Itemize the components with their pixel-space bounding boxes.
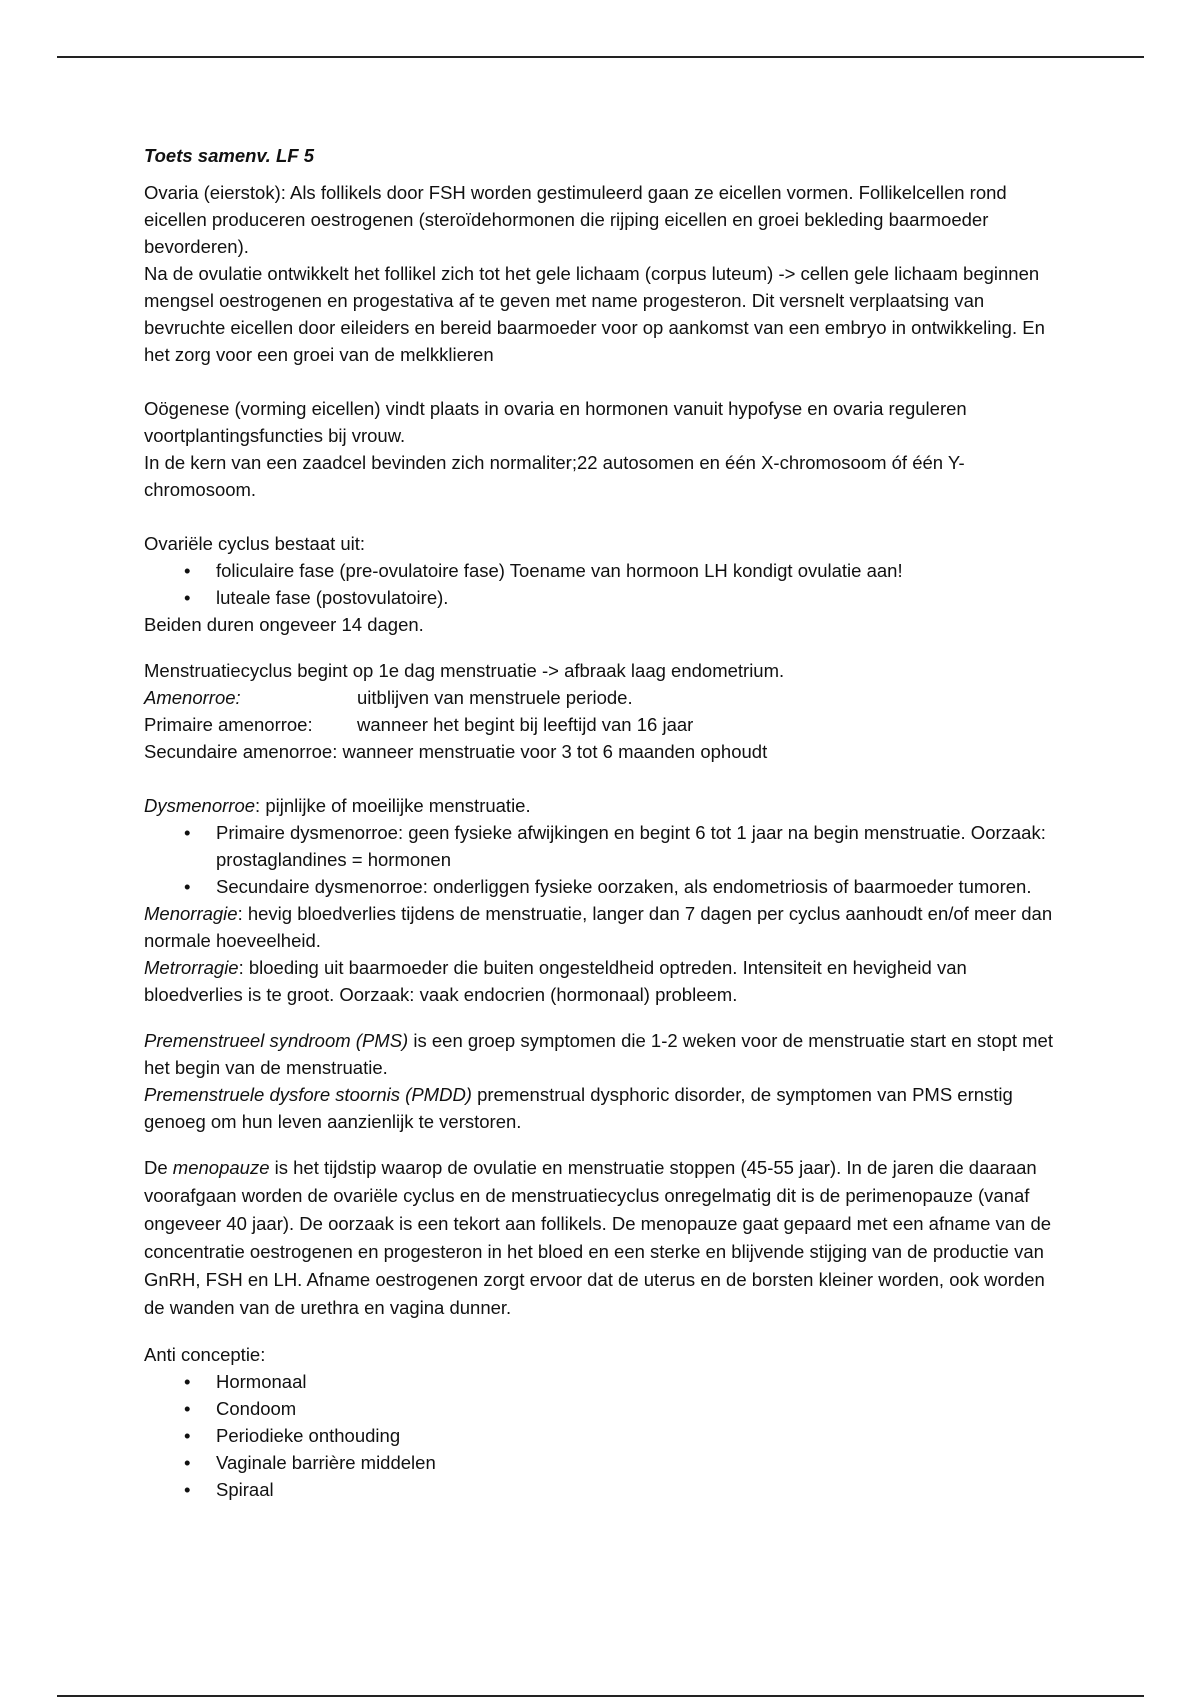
dysmenorroe-definition: : pijnlijke of moeilijke menstruatie. <box>255 795 531 816</box>
dysmenorroe-term: Dysmenorroe <box>144 795 256 816</box>
metrorragie-definition: : bloeding uit baarmoeder die buiten ongesteldheid optreden. Intensiteit en hevigheid van bloedverlies is te groot. Oorzaak: vaak endocrien (hormonaal) probleem. <box>144 957 967 1005</box>
list-item: • luteale fase (postovulatoire). <box>144 584 1064 611</box>
header-rule <box>57 56 1144 58</box>
oogenese-paragraph: Oögenese (vorming eicellen) vindt plaats in ovaria en hormonen vanuit hypofyse en ovaria reguleren voortplantingsfuncties bij vrouw. <box>144 398 967 446</box>
pms-line <box>144 1027 1064 1081</box>
footer-rule <box>57 1695 1144 1697</box>
pmdd-definition: premenstrual dysphoric disorder, de symptomen van PMS ernstig genoeg om hun leven aanzienlijk te verstoren. <box>144 1084 1013 1132</box>
menorragie-line <box>144 900 1064 954</box>
list-item: • Primaire dysmenorroe: geen fysieke afwijkingen en begint 6 tot 1 jaar na begin menstruatie. Oorzaak: prostaglandines = hormonen <box>144 819 1064 873</box>
amenorroe-term: Amenorroe: <box>144 687 241 708</box>
list-item: • Vaginale barrière middelen <box>144 1449 1064 1476</box>
anticonceptie-list <box>144 1368 1064 1503</box>
cyclus-intro: Ovariële cyclus bestaat uit: <box>144 533 366 554</box>
list-item: • Spiraal <box>144 1476 1064 1503</box>
list-item: • Hormonaal <box>144 1368 1064 1395</box>
cyclus-outro: Beiden duren ongeveer 14 dagen. <box>144 614 424 635</box>
metrorragie-term: Metrorragie <box>144 957 239 978</box>
corpus-luteum-paragraph: Na de ovulatie ontwikkelt het follikel zich tot het gele lichaam (corpus luteum) -> cellen gele lichaam beginnen mengsel oestrogenen en progestativa af te geven met name progesteron. Dit versnelt verplaatsing van bevruchte eicellen door eileiders en bereid baarmoeder voor op aankomst van een embryo in ontwikkeling. En het zorg voor een groei van de melkklieren <box>144 263 1045 365</box>
dysmenorroe-line <box>144 792 1064 819</box>
pmdd-term: Premenstruele dysfore stoornis (PMDD) <box>144 1084 472 1105</box>
pmdd-line <box>144 1081 1064 1135</box>
list-item: • Secundaire dysmenorroe: onderliggen fysieke oorzaken, als endometriosis of baarmoeder tumoren. <box>144 873 1064 900</box>
cyclus-list <box>144 557 1064 611</box>
dysmenorroe-list <box>144 819 1064 900</box>
document-body <box>144 142 1064 1503</box>
primaire-amenorroe-definition: wanneer het begint bij leeftijd van 16 jaar <box>357 714 694 735</box>
list-item: • Condoom <box>144 1395 1064 1422</box>
menopauze-pre: De <box>144 1157 173 1178</box>
pms-term: Premenstrueel syndroom (PMS) <box>144 1030 409 1051</box>
menorragie-term: Menorragie <box>144 903 238 924</box>
primaire-amenorroe-term: Primaire amenorroe: <box>144 714 313 735</box>
metrorragie-line <box>144 954 1064 1008</box>
secundaire-amenorroe-line: Secundaire amenorroe: wanneer menstruatie voor 3 tot 6 maanden ophoudt <box>144 741 768 762</box>
chromosoom-paragraph: In de kern van een zaadcel bevinden zich normaliter;22 autosomen en één X-chromosoom óf één Y-chromosoom. <box>144 452 965 500</box>
primaire-amenorroe-line <box>144 711 1064 738</box>
menorragie-definition: : hevig bloedverlies tijdens de menstruatie, langer dan 7 dagen per cyclus aanhoudt en/of meer dan normale hoeveelheid. <box>144 903 1053 951</box>
menopauze-term: menopauze <box>172 1157 270 1178</box>
anticonceptie-intro: Anti conceptie: <box>144 1344 266 1365</box>
ovaria-paragraph: Ovaria (eierstok): Als follikels door FSH worden gestimuleerd gaan ze eicellen vormen. Follikelcellen rond eicellen produceren oestrogenen (steroïdehormonen die rijping eicellen en groei bekleding baarmoeder bevorderen). <box>144 182 1007 257</box>
menstruatiecyclus-line: Menstruatiecyclus begint op 1e dag menstruatie -> afbraak laag endometrium. <box>144 660 785 681</box>
menopauze-paragraph <box>144 1154 1064 1322</box>
list-item: • Periodieke onthouding <box>144 1422 1064 1449</box>
amenorroe-definition: uitblijven van menstruele periode. <box>357 687 633 708</box>
document-title: Toets samenv. LF 5 <box>144 145 314 166</box>
menopauze-text: is het tijdstip waarop de ovulatie en menstruatie stoppen (45-55 jaar). In de jaren die daaraan voorafgaan worden de ovariële cyclus en de menstruatiecyclus onregelmatig dit is de perimenopauze (vanaf ongeveer 40 jaar). De oorzaak is een tekort aan follikels. De menopauze gaat gepaard met een afname van de concentratie oestrogenen en progesteron in het bloed en een sterke en blijvende stijging van de productie van GnRH, FSH en LH. Afname oestrogenen zorgt ervoor dat de uterus en de borsten kleiner worden, ook worden de wanden van de urethra en vagina dunner. <box>144 1157 1052 1318</box>
list-item: • foliculaire fase (pre-ovulatoire fase) Toename van hormoon LH kondigt ovulatie aan! <box>144 557 1064 584</box>
amenorroe-line <box>144 684 1064 711</box>
pms-definition: is een groep symptomen die 1-2 weken voor de menstruatie start en stopt met het begin van de menstruatie. <box>144 1030 1053 1078</box>
